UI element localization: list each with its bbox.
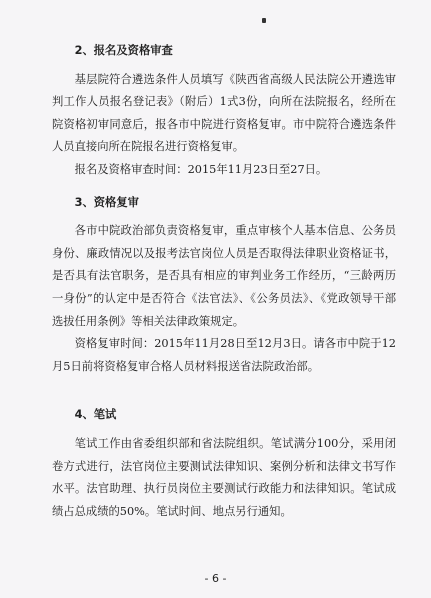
body-text xyxy=(52,40,396,523)
section-4-paragraph-1: 笔试工作由省委组织部和省法院组织。笔试满分100分，采用闭卷方式进行，法官岗位主要测试法律知识、案例分析和法律文书写作水平。法官助理、执行员岗位主要测试行政能力和法律知识。笔试成绩占总成绩的50%。笔试时间、地点另行通知。 xyxy=(52,436,396,518)
section-3-paragraph-1: 各市中院政治部负责资格复审，重点审核个人基本信息、公务员身份、廉政情况以及报考法官岗位人员是否取得法律职业资格证书，是否具有法官职务，是否具有相应的审判业务工作经历，“三龄两历一身份”的认定中是否符合《法官法》、《公务员法》、《党政领导干部选拔任用条例》等相关法律政策规定。 xyxy=(52,224,396,328)
section-2-paragraph-1: 基层院符合遴选条件人员填写《陕西省高级人民法院公开遴选审判工作人员报名登记表》（附后）1式3份，向所在法院报名，经所在院资格初审同意后，报各市中院进行资格复审。市中院符合遴选条件人员直接向所在院报名进行资格复审。 xyxy=(52,72,396,154)
section-2-paragraph-2: 报名及资格审查时间：2015年11月23日至27日。 xyxy=(74,162,328,176)
section-3-heading: 3、资格复审 xyxy=(74,195,139,209)
section-3-paragraph-2: 资格复审时间：2015年11月28日至12月3日。请各市中院于12月5日前将资格复审合格人员材料报送省法院政治部。 xyxy=(52,337,396,373)
page-number: - 6 - xyxy=(204,572,227,585)
scan-mark xyxy=(262,18,266,23)
section-2-heading: 2、报名及资格审查 xyxy=(74,44,173,57)
section-4-heading: 4、笔试 xyxy=(74,408,117,422)
